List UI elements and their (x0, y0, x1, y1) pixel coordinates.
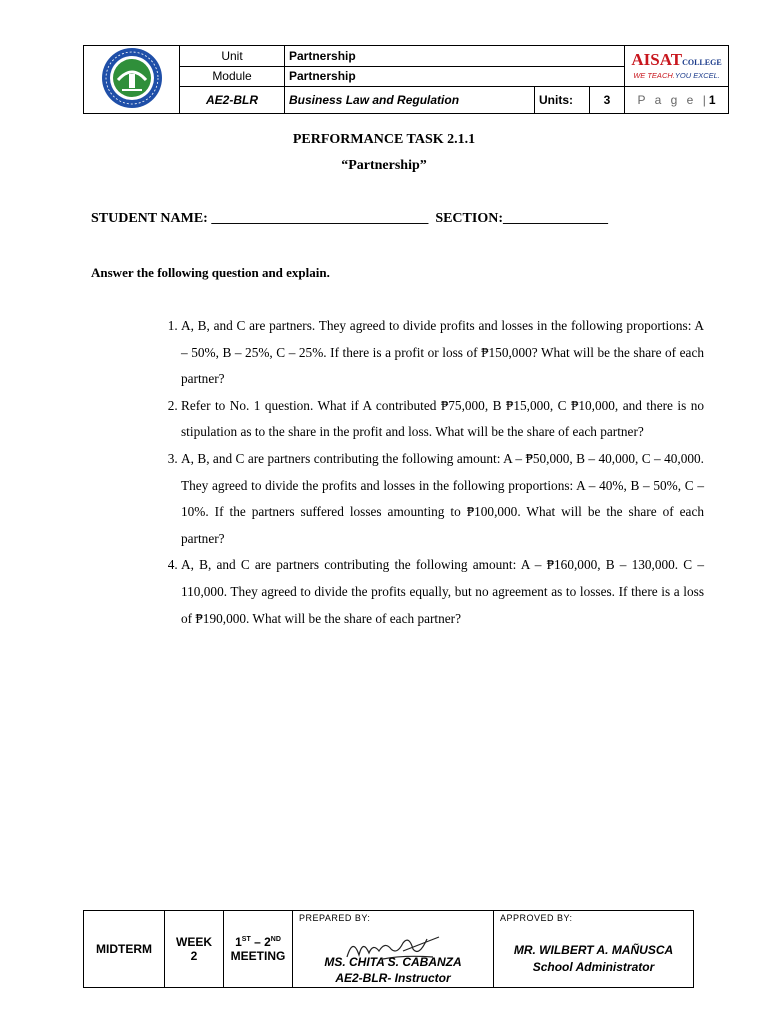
unit-label: Unit (180, 46, 285, 67)
week-label: WEEK (176, 935, 212, 949)
brand-tagline-b: YOU EXCEL. (674, 71, 720, 80)
page-number: 1 (708, 93, 716, 107)
units-label: Units: (535, 87, 590, 114)
course-code: AE2-BLR (180, 87, 285, 114)
approved-by-cell (494, 911, 694, 988)
module-value: Partnership (285, 66, 625, 87)
brand-suffix: COLLEGE (682, 58, 722, 67)
question-item: 1. A, B, and C are partners. They agreed to divide profits and losses in the following proportions: A – 50%, B – 25%, C – 25%. If there is a profit or loss of ₱150,000? What will be the share of each partner? (181, 313, 704, 393)
prepared-by-cell (293, 911, 494, 988)
meeting-second-sup: ND (270, 936, 281, 943)
week-value: 2 (190, 949, 198, 963)
page-label: P a g e | (637, 93, 709, 107)
brand-name: AISAT (631, 50, 683, 69)
page-indicator (625, 87, 729, 114)
approved-by-label: APPROVED BY: (500, 913, 573, 923)
course-title: Business Law and Regulation (285, 87, 535, 114)
instruction: Answer the following question and explain. (91, 265, 330, 280)
question-item: 2. Refer to No. 1 question. What if A contributed ₱75,000, B ₱15,000, C ₱10,000, and there is no stipulation as to the share in the profit and loss. What will be the share of each partner? (181, 393, 704, 446)
question-item: 4. A, B, and C are partners contributing the following amount: A – ₱160,000, B – 130,000. C – 110,000. They agreed to divide the profits equally, but no agreement as to losses. If there is a loss of ₱190,000. What will be the share of each partner? (181, 552, 704, 632)
approved-by-name: MR. WILBERT A. MAÑUSCA (513, 943, 674, 957)
footer-table (83, 910, 694, 988)
week-cell (165, 911, 224, 988)
units-value: 3 (590, 87, 625, 114)
term-cell: MIDTERM (84, 911, 165, 988)
module-label: Module (180, 66, 285, 87)
school-seal-icon (100, 46, 164, 110)
question-list (155, 313, 704, 632)
prepared-by-label: PREPARED BY: (299, 913, 371, 923)
unit-value: Partnership (285, 46, 625, 67)
question-item: 3. A, B, and C are partners contributing the following amount: A – ₱50,000, B – 40,000, C – 40,000. They agreed to divide the profits and losses in the following proportions: A – 40%, B – 50%, C – 10%. If the partners suffered losses amounting to ₱100,000. What will be the share of each partner? (181, 446, 704, 552)
college-brand (625, 46, 729, 87)
school-seal (84, 46, 180, 114)
brand-tagline-a: WE TEACH. (633, 71, 675, 80)
meeting-separator: – (250, 935, 265, 949)
meeting-label: MEETING (230, 949, 286, 963)
approved-by-title: School Administrator (532, 960, 655, 974)
meeting-first: 1 (235, 935, 242, 949)
header-table (83, 45, 729, 114)
meeting-second: 2 (264, 935, 271, 949)
prepared-by-title: AE2-BLR- Instructor (335, 971, 451, 985)
document-title: PERFORMANCE TASK 2.1.1 (292, 132, 476, 147)
prepared-by-name: MS. CHITA S. CABANZA (324, 955, 462, 969)
student-name-section-line: STUDENT NAME: _______________________________ SECTION:_______________ (91, 211, 608, 226)
meeting-cell (224, 911, 293, 988)
document-subtitle: “Partnership” (341, 158, 427, 173)
meeting-first-sup: ST (241, 936, 251, 943)
